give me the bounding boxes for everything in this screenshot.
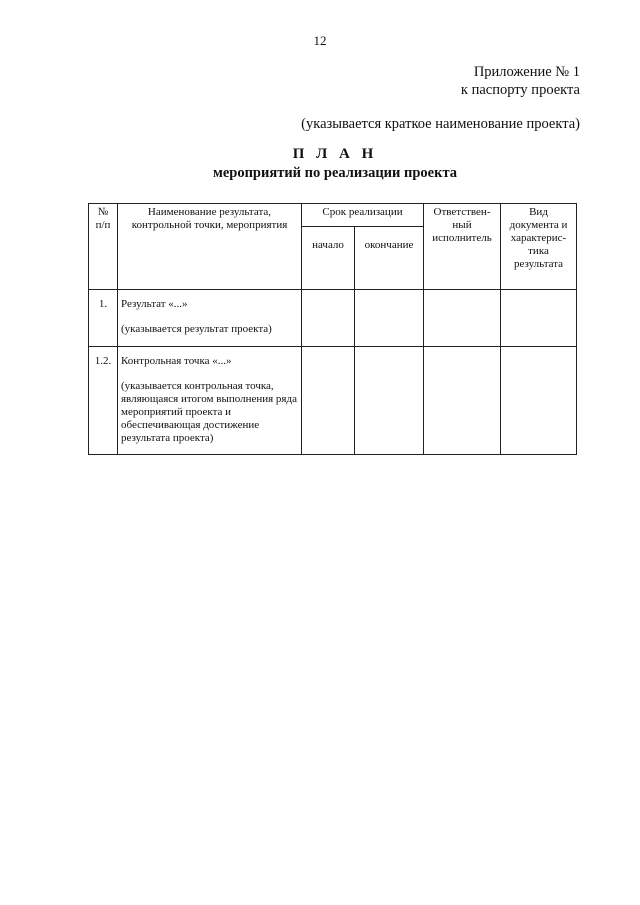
header-period: Срок реализации (302, 204, 424, 227)
table-row (89, 290, 577, 347)
row-label: Результат «...» (121, 298, 188, 310)
header-num: № п/п (89, 204, 118, 290)
row-description (118, 347, 302, 455)
appendix-line-1: Приложение № 1 (473, 64, 580, 80)
row-doc-type (501, 347, 577, 455)
row-doc-type (501, 290, 577, 347)
header-responsible: Ответствен-ный исполнитель (424, 204, 501, 290)
row-note: (указывается контрольная точка, являющаяся итогом выполнения ряда мероприятий проекта и обеспечивающая достижение результата проекта) (121, 380, 297, 444)
plan-table (88, 203, 577, 455)
row-responsible (424, 347, 501, 455)
plan-subtitle: мероприятий по реализации проекта (212, 165, 458, 181)
row-end (355, 347, 424, 455)
short-name-note: (указывается краткое наименование проекта) (301, 116, 580, 132)
header-start: начало (302, 227, 355, 290)
plan-title: П Л А Н (292, 146, 378, 162)
header-end: окончание (355, 227, 424, 290)
row-label: Контрольная точка «...» (121, 355, 232, 367)
row-num: 1. (89, 290, 118, 347)
header-doc-type: Вид документа и характерис-тика результата (501, 204, 577, 290)
row-description (118, 290, 302, 347)
row-end (355, 290, 424, 347)
page-number: 12 (313, 33, 327, 48)
table-row (89, 347, 577, 455)
header-name: Наименование результата, контрольной точки, мероприятия (118, 204, 302, 290)
row-start (302, 290, 355, 347)
table-header-row (89, 204, 577, 227)
row-num: 1.2. (89, 347, 118, 455)
appendix-heading (461, 63, 580, 99)
row-responsible (424, 290, 501, 347)
row-note: (указывается результат проекта) (121, 323, 272, 335)
row-start (302, 347, 355, 455)
appendix-line-2: к паспорту проекта (460, 82, 580, 98)
